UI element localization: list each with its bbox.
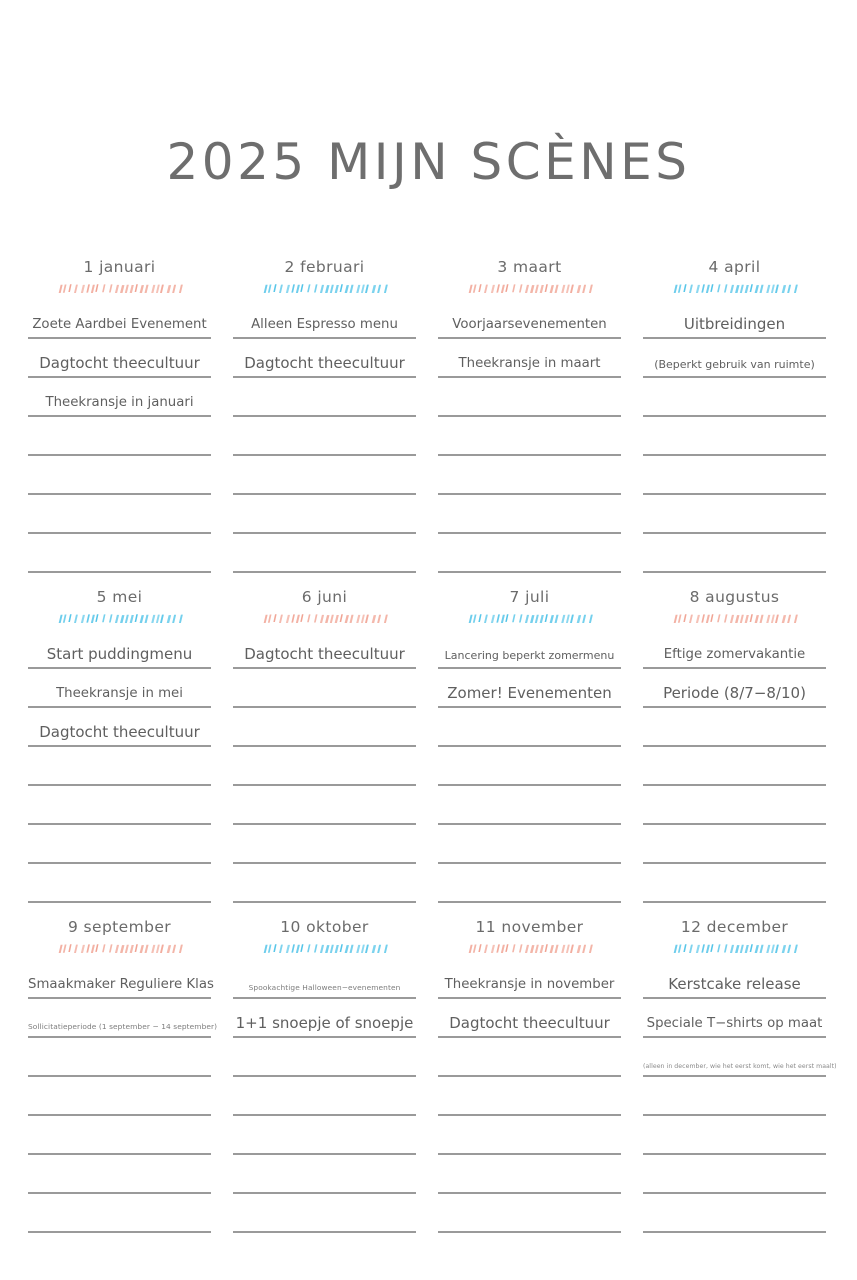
page-title: 2025 MIJN SCÈNES <box>166 133 691 191</box>
entry-line[interactable] <box>643 630 826 669</box>
entry-line[interactable] <box>233 960 416 999</box>
blank-line[interactable] <box>233 378 416 417</box>
entry-text: Eftige zomervakantie <box>663 647 806 662</box>
month-block <box>438 258 621 588</box>
entry-text: Theekransje in november <box>444 977 615 992</box>
entry-text: Uitbreidingen <box>683 315 786 333</box>
entry-line[interactable] <box>438 960 621 999</box>
entry-line[interactable] <box>28 960 214 999</box>
entry-text: Dagtocht theecultuur <box>244 645 405 663</box>
month-name: 7 juli <box>509 588 550 606</box>
blank-line[interactable] <box>233 1155 416 1194</box>
blank-line[interactable] <box>643 1194 826 1233</box>
entry-line[interactable] <box>233 339 416 378</box>
blank-line[interactable] <box>643 378 826 417</box>
month-name: 1 januari <box>83 258 156 276</box>
month-name: 2 februari <box>284 258 365 276</box>
entry-line[interactable] <box>28 378 211 417</box>
month-lines <box>438 960 621 1242</box>
month-accent-hatch-icon <box>466 280 594 293</box>
entry-text: Theekransje in maart <box>458 356 601 371</box>
month-lines <box>28 300 211 582</box>
blank-line[interactable] <box>643 1077 826 1116</box>
month-accent-hatch-icon <box>466 610 594 623</box>
month-accent-hatch-icon <box>56 610 184 623</box>
blank-line[interactable] <box>643 825 826 864</box>
month-block <box>28 258 211 588</box>
month-lines <box>28 960 218 1242</box>
entry-line[interactable] <box>643 1038 837 1077</box>
blank-line[interactable] <box>643 417 826 456</box>
entry-line[interactable] <box>28 708 211 747</box>
blank-line[interactable] <box>233 1077 416 1116</box>
entry-text: Theekransje in mei <box>56 686 183 701</box>
entry-text: Zomer! Evenementen <box>447 684 612 702</box>
month-block <box>28 918 218 1248</box>
month-accent-hatch-icon <box>56 280 184 293</box>
entry-line[interactable] <box>643 669 826 708</box>
blank-line[interactable] <box>233 708 416 747</box>
entry-line[interactable] <box>28 630 211 669</box>
entry-line[interactable] <box>233 999 416 1038</box>
entry-text: Dagtocht theecultuur <box>244 354 405 372</box>
blank-line[interactable] <box>643 786 826 825</box>
month-block <box>438 918 621 1248</box>
month-accent-hatch-icon <box>671 940 799 953</box>
month-name: 6 juni <box>301 588 348 606</box>
page-title-container <box>0 131 857 193</box>
blank-line[interactable] <box>438 1116 621 1155</box>
month-accent-hatch-icon <box>671 280 799 293</box>
entry-line[interactable] <box>438 999 621 1038</box>
blank-line[interactable] <box>233 786 416 825</box>
blank-line[interactable] <box>233 417 416 456</box>
month-lines <box>643 300 826 582</box>
month-lines <box>643 960 837 1242</box>
entry-line[interactable] <box>233 300 416 339</box>
month-block <box>643 918 837 1248</box>
entry-text: (alleen in december, wie het eerst komt, wie het eerst maalt) <box>643 1063 837 1070</box>
blank-line[interactable] <box>643 534 826 573</box>
entry-line[interactable] <box>643 960 826 999</box>
blank-line[interactable] <box>438 1155 621 1194</box>
blank-line[interactable] <box>28 786 211 825</box>
blank-line[interactable] <box>233 1116 416 1155</box>
month-accent-hatch-icon <box>56 940 184 953</box>
blank-line[interactable] <box>28 825 211 864</box>
blank-line[interactable] <box>28 864 211 903</box>
entry-line[interactable] <box>233 630 416 669</box>
entry-text: Speciale T−shirts op maat <box>646 1016 823 1031</box>
blank-line[interactable] <box>28 1155 211 1194</box>
blank-line[interactable] <box>233 825 416 864</box>
entry-text: 1+1 snoepje of snoepje <box>235 1014 414 1032</box>
month-lines <box>28 630 211 912</box>
blank-line[interactable] <box>438 708 621 747</box>
month-name: 4 april <box>708 258 761 276</box>
blank-line[interactable] <box>28 534 211 573</box>
blank-line[interactable] <box>233 747 416 786</box>
blank-line[interactable] <box>233 1038 416 1077</box>
entry-text: Alleen Espresso menu <box>251 317 398 332</box>
month-name: 8 augustus <box>689 588 780 606</box>
blank-line[interactable] <box>233 1194 416 1233</box>
month-block <box>233 258 416 588</box>
blank-line[interactable] <box>28 1038 211 1077</box>
blank-line[interactable] <box>438 786 621 825</box>
blank-line[interactable] <box>28 495 211 534</box>
blank-line[interactable] <box>28 747 211 786</box>
entry-line[interactable] <box>28 999 218 1038</box>
blank-line[interactable] <box>643 747 826 786</box>
blank-line[interactable] <box>438 534 621 573</box>
blank-line[interactable] <box>233 669 416 708</box>
blank-line[interactable] <box>233 864 416 903</box>
month-accent-hatch-icon <box>261 610 389 623</box>
entry-text: Dagtocht theecultuur <box>449 1014 610 1032</box>
blank-line[interactable] <box>233 495 416 534</box>
month-block <box>233 918 416 1248</box>
entry-text: (Beperkt gebruik van ruimte) <box>654 358 815 371</box>
month-name: 9 september <box>67 918 172 936</box>
entry-line[interactable] <box>438 630 621 669</box>
blank-line[interactable] <box>643 495 826 534</box>
month-name: 12 december <box>680 918 789 936</box>
month-lines <box>233 960 416 1242</box>
entry-text: Lancering beperkt zomermenu <box>444 649 615 662</box>
entry-text: Sollicitatieperiode (1 september − 14 september) <box>28 1022 218 1031</box>
entry-text: Theekransje in januari <box>45 395 194 410</box>
month-block <box>438 588 621 918</box>
blank-line[interactable] <box>643 456 826 495</box>
month-accent-hatch-icon <box>466 940 594 953</box>
entry-text: Voorjaarsevenementen <box>452 317 607 332</box>
blank-line[interactable] <box>643 1155 826 1194</box>
month-name: 11 november <box>475 918 584 936</box>
entry-text: Dagtocht theecultuur <box>39 354 200 372</box>
month-lines <box>438 300 621 582</box>
entry-line[interactable] <box>438 669 621 708</box>
blank-line[interactable] <box>233 456 416 495</box>
month-accent-hatch-icon <box>261 280 389 293</box>
blank-line[interactable] <box>438 378 621 417</box>
blank-line[interactable] <box>28 417 211 456</box>
blank-line[interactable] <box>28 1077 211 1116</box>
entry-text: Smaakmaker Reguliere Klas <box>28 977 214 992</box>
entry-line[interactable] <box>28 339 211 378</box>
entry-text: Spookachtige Halloween−evenementen <box>248 983 401 992</box>
entry-line[interactable] <box>438 339 621 378</box>
entry-line[interactable] <box>643 300 826 339</box>
entry-line[interactable] <box>643 339 826 378</box>
blank-line[interactable] <box>438 825 621 864</box>
blank-line[interactable] <box>438 1077 621 1116</box>
blank-line[interactable] <box>643 1116 826 1155</box>
entry-line[interactable] <box>438 300 621 339</box>
blank-line[interactable] <box>28 456 211 495</box>
blank-line[interactable] <box>643 708 826 747</box>
month-grid <box>28 258 836 1248</box>
blank-line[interactable] <box>438 1194 621 1233</box>
month-block <box>28 588 211 918</box>
entry-text: Zoete Aardbei Evenement <box>32 317 207 332</box>
month-name: 3 maart <box>497 258 562 276</box>
blank-line[interactable] <box>438 495 621 534</box>
blank-line[interactable] <box>438 417 621 456</box>
blank-line[interactable] <box>28 1116 211 1155</box>
blank-line[interactable] <box>438 747 621 786</box>
blank-line[interactable] <box>643 864 826 903</box>
month-block <box>233 588 416 918</box>
blank-line[interactable] <box>28 1194 211 1233</box>
entry-line[interactable] <box>643 999 826 1038</box>
month-lines <box>643 630 826 912</box>
month-block <box>643 258 826 588</box>
entry-line[interactable] <box>28 669 211 708</box>
blank-line[interactable] <box>438 864 621 903</box>
entry-text: Dagtocht theecultuur <box>39 723 200 741</box>
month-block <box>643 588 826 918</box>
blank-line[interactable] <box>438 1038 621 1077</box>
month-lines <box>233 300 416 582</box>
entry-text: Start puddingmenu <box>46 645 193 663</box>
month-name: 5 mei <box>96 588 143 606</box>
month-name: 10 oktober <box>280 918 369 936</box>
entry-text: Periode (8/7−8/10) <box>663 684 806 702</box>
entry-line[interactable] <box>28 300 211 339</box>
month-accent-hatch-icon <box>261 940 389 953</box>
month-accent-hatch-icon <box>671 610 799 623</box>
entry-text: Kerstcake release <box>668 975 801 993</box>
blank-line[interactable] <box>438 456 621 495</box>
month-lines <box>438 630 621 912</box>
blank-line[interactable] <box>233 534 416 573</box>
month-lines <box>233 630 416 912</box>
